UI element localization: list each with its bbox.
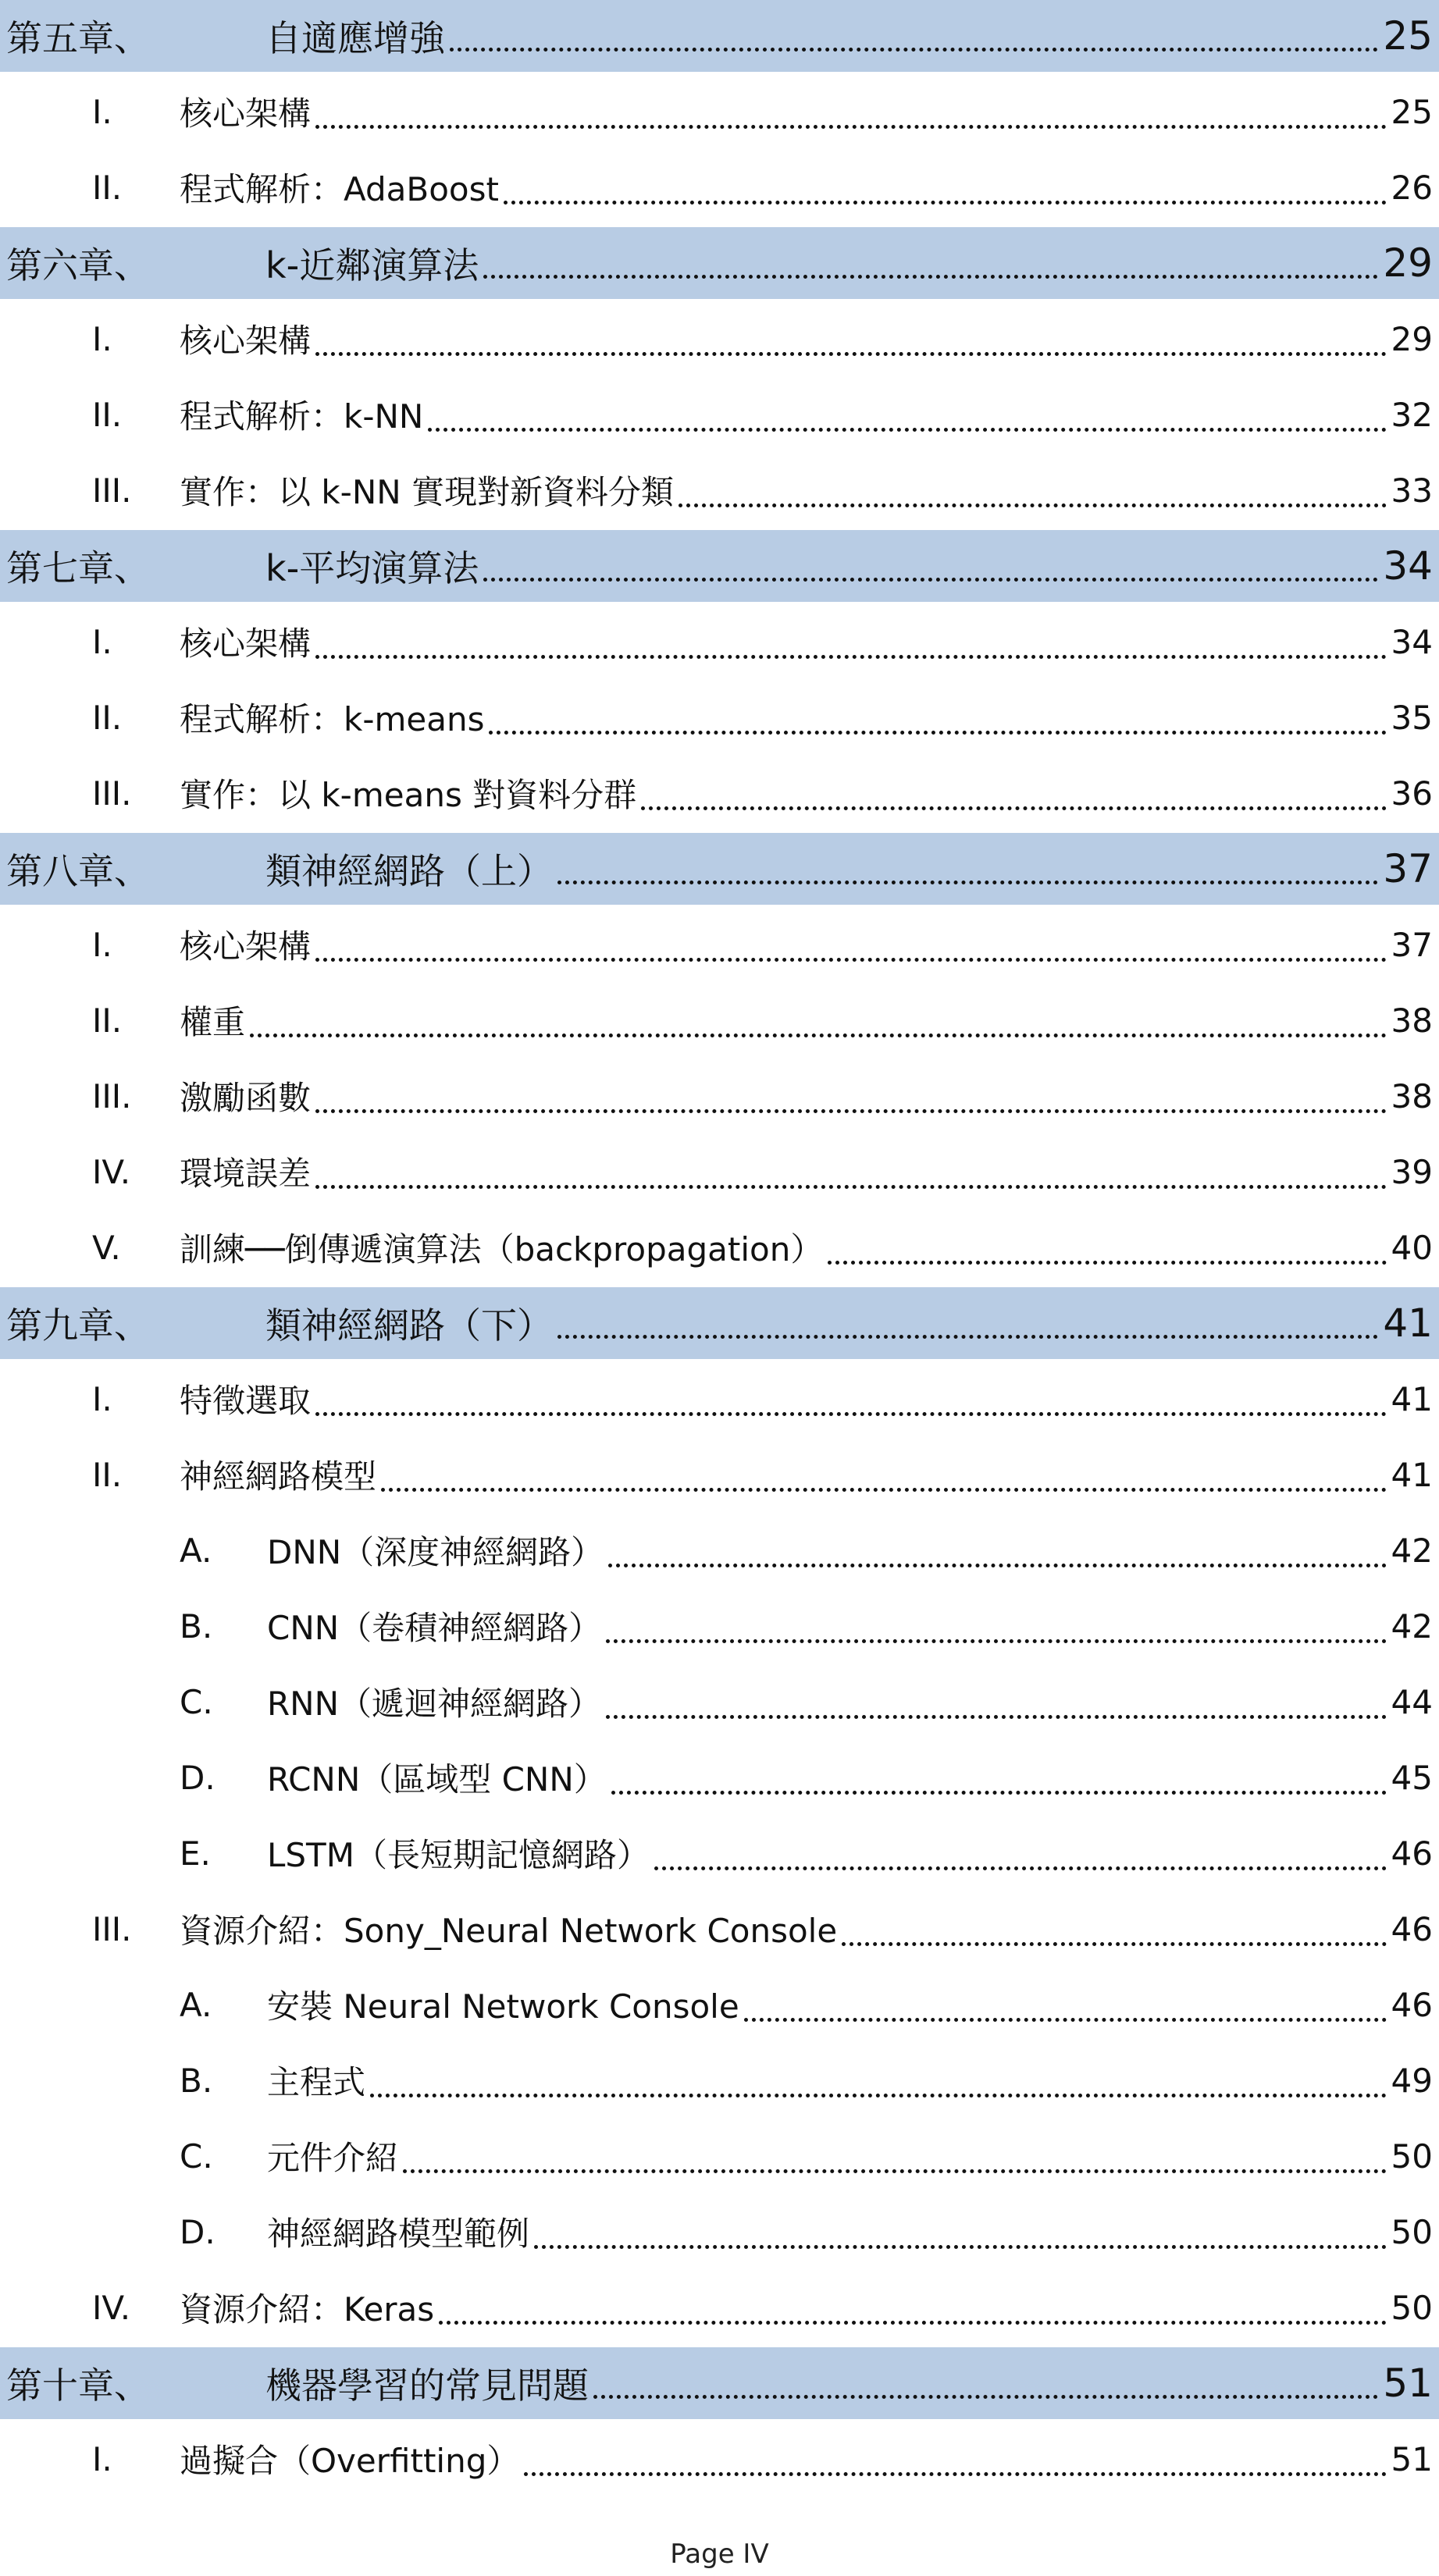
dot-leader bbox=[606, 1639, 1386, 1643]
entry-title: 程式解析：k-NN bbox=[180, 397, 424, 436]
entry-number: C. bbox=[180, 1682, 213, 1721]
entry-title: 環境誤差 bbox=[180, 1155, 312, 1193]
entry-page-number: 40 bbox=[1391, 1228, 1433, 1267]
entry-title: 類神經網路（上） bbox=[265, 850, 553, 892]
entry-number: 第五章、 bbox=[6, 17, 150, 59]
entry-page-number: 42 bbox=[1391, 1606, 1433, 1646]
entry-page-number: 39 bbox=[1391, 1152, 1433, 1191]
dot-leader bbox=[450, 48, 1378, 52]
toc-section-entry[interactable] bbox=[0, 2272, 1439, 2343]
dot-leader bbox=[483, 275, 1378, 279]
toc-section-entry[interactable] bbox=[0, 984, 1439, 1056]
dot-leader bbox=[557, 881, 1378, 884]
dot-leader bbox=[606, 1715, 1387, 1719]
entry-title: DNN（深度神經網路） bbox=[267, 1533, 604, 1571]
dot-leader bbox=[611, 1791, 1387, 1795]
dot-leader bbox=[315, 655, 1387, 659]
entry-page-number: 50 bbox=[1391, 2288, 1433, 2327]
toc-subsection-entry[interactable] bbox=[0, 1666, 1439, 1738]
toc-chapter-entry[interactable] bbox=[0, 833, 1439, 905]
entry-title: 資源介紹：Keras bbox=[180, 2290, 435, 2329]
entry-title: 實作：以 k-means 對資料分群 bbox=[180, 776, 637, 814]
entry-number: II. bbox=[92, 1455, 123, 1494]
entry-number: II. bbox=[92, 168, 123, 207]
entry-page-number: 37 bbox=[1383, 846, 1433, 891]
dot-leader bbox=[593, 2395, 1378, 2399]
entry-number: III. bbox=[92, 1076, 132, 1115]
toc-subsection-entry[interactable] bbox=[0, 1817, 1439, 1889]
entry-page-number: 32 bbox=[1391, 395, 1433, 434]
page-footer: Page IV bbox=[670, 2539, 769, 2570]
toc-section-entry[interactable] bbox=[0, 681, 1439, 753]
entry-title: LSTM（長短期記憶網路） bbox=[267, 1836, 650, 1874]
entry-title: 資源介紹：Sony_Neural Network Console bbox=[180, 1912, 838, 1950]
entry-number: E. bbox=[180, 1834, 211, 1873]
entry-title: 類神經網路（下） bbox=[265, 1304, 553, 1347]
dot-leader bbox=[654, 1866, 1387, 1870]
toc-section-entry[interactable] bbox=[0, 1212, 1439, 1283]
entry-page-number: 41 bbox=[1391, 1379, 1433, 1418]
entry-title: 實作：以 k-NN 實現對新資料分類 bbox=[180, 473, 675, 511]
entry-number: A. bbox=[180, 1531, 212, 1570]
entry-page-number: 25 bbox=[1391, 92, 1433, 131]
dot-leader bbox=[315, 352, 1387, 356]
entry-title: RNN（遞迴神經網路） bbox=[267, 1685, 602, 1723]
entry-title: 過擬合（Overfitting） bbox=[180, 2442, 520, 2480]
toc-section-entry[interactable] bbox=[0, 379, 1439, 450]
toc-section-entry[interactable] bbox=[0, 757, 1439, 829]
entry-page-number: 41 bbox=[1391, 1455, 1433, 1494]
toc-section-entry[interactable] bbox=[0, 151, 1439, 223]
toc-chapter-entry[interactable] bbox=[0, 2347, 1439, 2419]
entry-page-number: 36 bbox=[1391, 774, 1433, 813]
dot-leader bbox=[403, 2169, 1387, 2173]
entry-page-number: 44 bbox=[1391, 1682, 1433, 1721]
entry-page-number: 51 bbox=[1383, 2361, 1433, 2406]
toc-subsection-entry[interactable] bbox=[0, 2044, 1439, 2116]
entry-page-number: 46 bbox=[1391, 1985, 1433, 2024]
entry-page-number: 34 bbox=[1391, 622, 1433, 661]
dot-leader bbox=[250, 1034, 1387, 1037]
entry-page-number: 46 bbox=[1391, 1834, 1433, 1873]
dot-leader bbox=[315, 125, 1387, 129]
dot-leader bbox=[315, 958, 1387, 962]
entry-number: V. bbox=[92, 1228, 121, 1267]
toc-section-entry[interactable] bbox=[0, 1439, 1439, 1510]
entry-page-number: 38 bbox=[1391, 1001, 1433, 1040]
dot-leader bbox=[428, 428, 1386, 432]
entry-number: B. bbox=[180, 2061, 213, 2100]
entry-number: 第六章、 bbox=[6, 244, 150, 286]
toc-section-entry[interactable] bbox=[0, 2423, 1439, 2495]
entry-page-number: 51 bbox=[1391, 2439, 1433, 2478]
entry-number: III. bbox=[92, 774, 132, 813]
entry-number: II. bbox=[92, 395, 123, 434]
entry-page-number: 26 bbox=[1391, 168, 1433, 207]
toc-subsection-entry[interactable] bbox=[0, 2120, 1439, 2192]
dot-leader bbox=[370, 2094, 1387, 2097]
entry-title: 自適應增強 bbox=[265, 17, 445, 59]
dot-leader bbox=[828, 1261, 1386, 1265]
entry-page-number: 33 bbox=[1391, 471, 1433, 510]
dot-leader bbox=[381, 1488, 1387, 1492]
dot-leader bbox=[842, 1942, 1386, 1946]
entry-number: I. bbox=[92, 2439, 112, 2478]
dot-leader bbox=[641, 806, 1386, 810]
entry-number: IV. bbox=[92, 1152, 131, 1191]
entry-title: RCNN（區域型 CNN） bbox=[267, 1760, 607, 1799]
toc-chapter-entry[interactable] bbox=[0, 0, 1439, 72]
entry-title: 神經網路模型 bbox=[180, 1457, 377, 1496]
toc-section-entry[interactable] bbox=[0, 76, 1439, 148]
entry-number: III. bbox=[92, 1909, 132, 1948]
entry-number: 第七章、 bbox=[6, 547, 150, 589]
entry-page-number: 29 bbox=[1391, 319, 1433, 358]
toc-subsection-entry[interactable] bbox=[0, 1514, 1439, 1586]
entry-page-number: 34 bbox=[1383, 543, 1433, 589]
toc-subsection-entry[interactable] bbox=[0, 1742, 1439, 1813]
toc-subsection-entry[interactable] bbox=[0, 1590, 1439, 1662]
entry-number: D. bbox=[180, 2212, 215, 2251]
entry-number: I. bbox=[92, 319, 112, 358]
dot-leader bbox=[483, 578, 1378, 582]
entry-title: 特徵選取 bbox=[180, 1382, 312, 1420]
entry-title: 核心架構 bbox=[180, 927, 312, 966]
entry-page-number: 25 bbox=[1383, 13, 1433, 59]
entry-title: 機器學習的常見問題 bbox=[265, 2364, 589, 2407]
toc-chapter-entry[interactable] bbox=[0, 530, 1439, 602]
entry-title: 核心架構 bbox=[180, 322, 312, 360]
entry-page-number: 50 bbox=[1391, 2212, 1433, 2251]
dot-leader bbox=[608, 1564, 1386, 1567]
entry-page-number: 42 bbox=[1391, 1531, 1433, 1570]
entry-number: I. bbox=[92, 925, 112, 964]
entry-title: 神經網路模型範例 bbox=[267, 2215, 530, 2253]
entry-title: 權重 bbox=[180, 1003, 246, 1041]
toc-chapter-entry[interactable] bbox=[0, 227, 1439, 299]
entry-title: 核心架構 bbox=[180, 624, 312, 663]
dot-leader bbox=[315, 1412, 1387, 1416]
entry-title: 訓練──倒傳遞演算法（backpropagation） bbox=[180, 1230, 824, 1268]
entry-number: I. bbox=[92, 92, 112, 131]
entry-number: III. bbox=[92, 471, 132, 510]
toc-section-entry[interactable] bbox=[0, 909, 1439, 980]
entry-page-number: 49 bbox=[1391, 2061, 1433, 2100]
entry-number: D. bbox=[180, 1758, 215, 1797]
dot-leader bbox=[744, 2018, 1387, 2022]
entry-page-number: 38 bbox=[1391, 1076, 1433, 1115]
entry-number: I. bbox=[92, 622, 112, 661]
entry-page-number: 29 bbox=[1383, 240, 1433, 286]
entry-title: 元件介紹 bbox=[267, 2139, 399, 2177]
entry-title: 主程式 bbox=[267, 2063, 366, 2101]
toc-section-entry[interactable] bbox=[0, 303, 1439, 375]
entry-page-number: 41 bbox=[1383, 1300, 1433, 1346]
dot-leader bbox=[534, 2245, 1387, 2249]
entry-title: 激勵函數 bbox=[180, 1079, 312, 1117]
entry-page-number: 50 bbox=[1391, 2137, 1433, 2176]
dot-leader bbox=[315, 1109, 1387, 1113]
entry-page-number: 46 bbox=[1391, 1909, 1433, 1948]
dot-leader bbox=[489, 731, 1386, 735]
toc-subsection-entry[interactable] bbox=[0, 2196, 1439, 2268]
entry-number: 第九章、 bbox=[6, 1304, 150, 1347]
entry-page-number: 37 bbox=[1391, 925, 1433, 964]
entry-title: k-近鄰演算法 bbox=[265, 244, 479, 286]
entry-number: 第八章、 bbox=[6, 850, 150, 892]
toc-section-entry[interactable] bbox=[0, 1136, 1439, 1208]
entry-number: II. bbox=[92, 1001, 123, 1040]
entry-number: A. bbox=[180, 1985, 212, 2024]
toc-section-entry[interactable] bbox=[0, 454, 1439, 526]
toc-section-entry[interactable] bbox=[0, 1893, 1439, 1965]
entry-number: I. bbox=[92, 1379, 112, 1418]
entry-title: CNN（卷積神經網路） bbox=[267, 1609, 602, 1647]
dot-leader bbox=[504, 201, 1387, 205]
entry-number: II. bbox=[92, 698, 123, 737]
entry-page-number: 45 bbox=[1391, 1758, 1433, 1797]
toc-subsection-entry[interactable] bbox=[0, 1969, 1439, 2041]
toc-section-entry[interactable] bbox=[0, 1060, 1439, 1132]
toc-section-entry[interactable] bbox=[0, 1363, 1439, 1435]
entry-title: 程式解析：AdaBoost bbox=[180, 170, 499, 208]
entry-number: 第十章、 bbox=[6, 2364, 150, 2407]
dot-leader bbox=[557, 1335, 1378, 1339]
dot-leader bbox=[679, 503, 1387, 507]
entry-title: k-平均演算法 bbox=[265, 547, 479, 589]
entry-number: C. bbox=[180, 2137, 213, 2176]
entry-title: 核心架構 bbox=[180, 94, 312, 133]
entry-number: B. bbox=[180, 1606, 213, 1646]
entry-number: IV. bbox=[92, 2288, 131, 2327]
entry-title: 安裝 Neural Network Console bbox=[267, 1987, 739, 2026]
dot-leader bbox=[439, 2321, 1386, 2325]
entry-page-number: 35 bbox=[1391, 698, 1433, 737]
toc-section-entry[interactable] bbox=[0, 606, 1439, 678]
dot-leader bbox=[315, 1185, 1387, 1189]
entry-title: 程式解析：k-means bbox=[180, 700, 485, 738]
dot-leader bbox=[524, 2472, 1386, 2476]
toc-chapter-entry[interactable] bbox=[0, 1287, 1439, 1359]
